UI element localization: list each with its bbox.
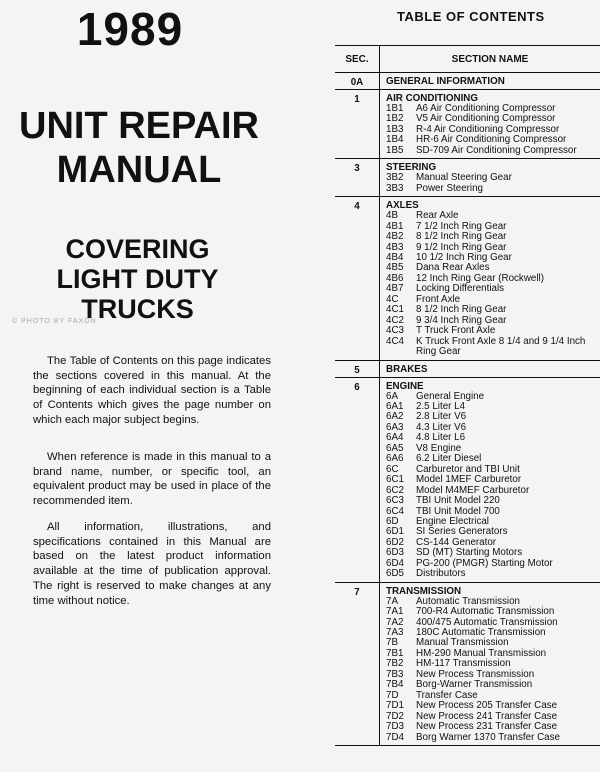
subtitle-line: TRUCKS — [81, 294, 194, 324]
subsection-label: Borg Warner 1370 Transfer Case — [416, 731, 560, 743]
subsection-code: 7D1 — [386, 700, 404, 712]
subsection-code: 1B1 — [386, 103, 404, 114]
subsection-label: New Process 231 Transfer Case — [416, 721, 558, 733]
subsection-item — [386, 722, 600, 732]
subsection-code: 7D — [386, 689, 399, 701]
subsection-code: 7D2 — [386, 710, 404, 722]
subsection-code: 7B3 — [386, 668, 404, 680]
subsection-item — [386, 569, 600, 579]
subsection-label: Rear Axle — [416, 210, 459, 222]
subsection-code: 4B4 — [386, 251, 404, 263]
subsection-code: 7D4 — [386, 731, 404, 743]
subsection-label: HM-290 Manual Transmission — [416, 647, 547, 659]
section-name: AXLES — [386, 200, 419, 212]
subsection-label: Manual Transmission — [416, 637, 509, 649]
subsection-label: 2.5 Liter L4 — [416, 400, 466, 412]
section-number: 4 — [335, 197, 380, 360]
subsection-label: T Truck Front Axle — [416, 325, 496, 337]
toc-row — [335, 73, 600, 90]
subsection-label: New Process 241 Transfer Case — [416, 710, 558, 722]
subsection-code: 1B2 — [386, 113, 404, 125]
manual-title — [0, 104, 278, 192]
section-number: 3 — [335, 159, 380, 197]
section-name: STEERING — [386, 162, 437, 174]
subsection-code: 6C — [386, 463, 399, 475]
toc-table — [335, 45, 600, 746]
subsection-code: 6C3 — [386, 495, 404, 507]
subsection-code: 4B6 — [386, 272, 404, 284]
subsection-code: 7A3 — [386, 627, 404, 639]
subsection-code: 6A1 — [386, 400, 404, 412]
subsection-code: 6A2 — [386, 411, 404, 423]
subsection-code: 6A6 — [386, 453, 404, 465]
title-line: MANUAL — [56, 149, 222, 191]
subsection-label: Model M4MEF Carburetor — [416, 484, 530, 496]
subsection-label: SI Series Generators — [416, 526, 508, 538]
subsection-code: 6C2 — [386, 484, 404, 496]
subsection-label: Engine Electrical — [416, 515, 489, 527]
subsection-code: 4B5 — [386, 262, 404, 274]
toc-row — [335, 159, 600, 197]
subsection-code: 6C4 — [386, 505, 404, 517]
section-cell — [380, 377, 600, 582]
manual-year: 1989 — [76, 3, 184, 55]
subsection-label: CS-144 Generator — [416, 536, 497, 548]
subsection-label: 700-R4 Automatic Transmission — [416, 606, 555, 618]
subsection-label: Borg-Warner Transmission — [416, 679, 533, 691]
subsection-label: Model 1MEF Carburetor — [416, 474, 522, 486]
subsection-label: A6 Air Conditioning Compressor — [416, 103, 556, 114]
subsection-label: TBI Unit Model 700 — [416, 505, 500, 517]
disclaimer-paragraph: All information, illustrations, and specifications contained in this Manual are based on the latest product information available at the time of publication approval. The right is reserved to make changes at any time without notice. — [33, 521, 271, 607]
subsection-label: 8 1/2 Inch Ring Gear — [416, 304, 507, 316]
toc-row — [335, 90, 600, 159]
section-name: GENERAL INFORMATION — [386, 76, 505, 87]
subsection-code: 1B4 — [386, 134, 404, 146]
subsection-label: HM-117 Transmission — [416, 658, 511, 670]
subsection-label: V5 Air Conditioning Compressor — [416, 113, 556, 125]
subsection-code: 6A5 — [386, 442, 404, 454]
subsection-code: 7B4 — [386, 679, 404, 691]
subsection-label: 2.8 Liter V6 — [416, 411, 467, 423]
subsection-code: 6D1 — [386, 526, 404, 538]
subsection-label: Transfer Case — [416, 689, 478, 701]
subsection-code: 6D5 — [386, 568, 404, 580]
subsection-code: 7A — [386, 595, 398, 607]
section-name: AIR CONDITIONING — [386, 93, 478, 104]
section-cell — [380, 197, 600, 360]
subsection-code: 6D4 — [386, 557, 404, 569]
subsection-code: 4C3 — [386, 325, 404, 337]
intro-paragraph: The Table of Contents on this page indicates the sections covered in this manual. At the beginning of each individual section is a Table of Contents which gives the page number on which each major subject begins. — [33, 355, 271, 426]
subsection-label: TBI Unit Model 220 — [416, 495, 500, 507]
subsection-code: 4B3 — [386, 241, 404, 253]
subsection-label: 8 1/2 Inch Ring Gear — [416, 231, 507, 243]
subsection-label: 400/475 Automatic Transmission — [416, 616, 558, 628]
subsection-code: 3B2 — [386, 172, 404, 184]
toc-body — [335, 73, 600, 746]
subsection-label: HR-6 Air Conditioning Compressor — [416, 134, 567, 146]
subsection-label: Locking Differentials — [416, 283, 505, 295]
subsection-label: K Truck Front Axle 8 1/4 and 9 1/4 Inch Ring Gear — [416, 335, 586, 358]
subsection-item — [386, 337, 600, 358]
subsection-label: 7 1/2 Inch Ring Gear — [416, 220, 507, 232]
subsection-label: Manual Steering Gear — [416, 172, 512, 184]
subsection-code: 4C — [386, 293, 399, 305]
section-number: 6 — [335, 377, 380, 582]
subsection-code: 7D3 — [386, 721, 404, 733]
subsection-code: 6A — [386, 390, 398, 402]
section-number: 0A — [335, 73, 380, 90]
toc-row — [335, 582, 600, 745]
subsection-label: Distributors — [416, 568, 466, 580]
subsection-code: 4B2 — [386, 231, 404, 243]
subsection-code: 4B7 — [386, 283, 404, 295]
subsection-item — [386, 496, 600, 506]
subsection-code: 7B1 — [386, 647, 404, 659]
toc-row — [335, 360, 600, 377]
subsection-code: 4C2 — [386, 314, 404, 326]
toc-header-row — [335, 46, 600, 73]
subsection-code: 6D3 — [386, 547, 404, 559]
section-number: 7 — [335, 582, 380, 745]
subsection-code: 6A3 — [386, 421, 404, 433]
subsection-label: 9 1/2 Inch Ring Gear — [416, 241, 507, 253]
subsection-item — [386, 232, 600, 242]
sec-column-header: SEC. — [335, 46, 380, 73]
toc-row — [335, 197, 600, 360]
section-cell — [380, 73, 600, 90]
subsection-item — [386, 146, 600, 156]
subsection-code: 6D — [386, 515, 399, 527]
subsection-label: Power Steering — [416, 182, 483, 194]
section-cell — [380, 159, 600, 197]
subsection-code: 7B — [386, 637, 398, 649]
section-cell — [380, 360, 600, 377]
subsection-label: Dana Rear Axles — [416, 262, 490, 274]
section-cell — [380, 582, 600, 745]
subsection-label: 12 Inch Ring Gear (Rockwell) — [416, 272, 544, 284]
manual-subtitle — [0, 234, 275, 324]
section-cell — [380, 90, 600, 159]
section-name: BRAKES — [386, 363, 428, 375]
subsection-label: Automatic Transmission — [416, 595, 520, 607]
subsection-label: New Process 205 Transfer Case — [416, 700, 558, 712]
subsection-label: General Engine — [416, 390, 485, 402]
subsection-code: 1B5 — [386, 144, 404, 156]
section-number: 5 — [335, 360, 380, 377]
subsection-label: Carburetor and TBI Unit — [416, 463, 520, 475]
subsection-code: 3B3 — [386, 182, 404, 194]
section-name: ENGINE — [386, 380, 424, 392]
subsection-item — [386, 184, 600, 194]
subsection-label: R-4 Air Conditioning Compressor — [416, 123, 560, 135]
toc-row — [335, 377, 600, 582]
subsection-code: 6D2 — [386, 536, 404, 548]
brand-note-paragraph: When reference is made in this manual to a brand name, number, or specific tool, an equivalent product may be used in place of the recommended item. — [33, 451, 271, 508]
subsection-code: 7A1 — [386, 606, 404, 618]
name-column-header: SECTION NAME — [380, 46, 600, 73]
subsection-label: SD-709 Air Conditioning Compressor — [416, 144, 577, 156]
subsection-item — [386, 733, 600, 743]
subsection-label: 4.3 Liter V6 — [416, 421, 467, 433]
subsection-code: 7A2 — [386, 616, 404, 628]
subsection-code: 1B3 — [386, 123, 404, 135]
section-name: TRANSMISSION — [386, 585, 462, 597]
section-number: 1 — [335, 90, 380, 159]
toc-panel — [315, 0, 600, 772]
photo-watermark: © PHOTO BY FAXON — [12, 318, 97, 325]
subsection-code: 4C4 — [386, 335, 404, 347]
subsection-label: 9 3/4 Inch Ring Gear — [416, 314, 507, 326]
title-line: UNIT REPAIR — [19, 105, 259, 147]
subtitle-line: LIGHT DUTY — [56, 264, 219, 294]
subsection-code: 6A4 — [386, 432, 404, 444]
subsection-label: PG-200 (PMGR) Starting Motor — [416, 557, 553, 569]
subsection-code: 7B2 — [386, 658, 404, 670]
subsection-code: 4C1 — [386, 304, 404, 316]
subtitle-line: COVERING — [65, 234, 210, 264]
subsection-label: SD (MT) Starting Motors — [416, 547, 523, 559]
subsection-code: 4B1 — [386, 220, 404, 232]
subsection-label: New Process Transmission — [416, 668, 535, 680]
subsection-code: 4B — [386, 210, 398, 222]
subsection-label: 180C Automatic Transmission — [416, 627, 546, 639]
subsection-label: 6.2 Liter Diesel — [416, 453, 482, 465]
subsection-item — [386, 607, 600, 617]
subsection-label: 10 1/2 Inch Ring Gear — [416, 251, 512, 263]
toc-heading: TABLE OF CONTENTS — [397, 9, 545, 24]
subsection-label: 4.8 Liter L6 — [416, 432, 466, 444]
subsection-label: Front Axle — [416, 293, 461, 305]
subsection-label: V8 Engine — [416, 442, 462, 454]
subsection-code: 6C1 — [386, 474, 404, 486]
